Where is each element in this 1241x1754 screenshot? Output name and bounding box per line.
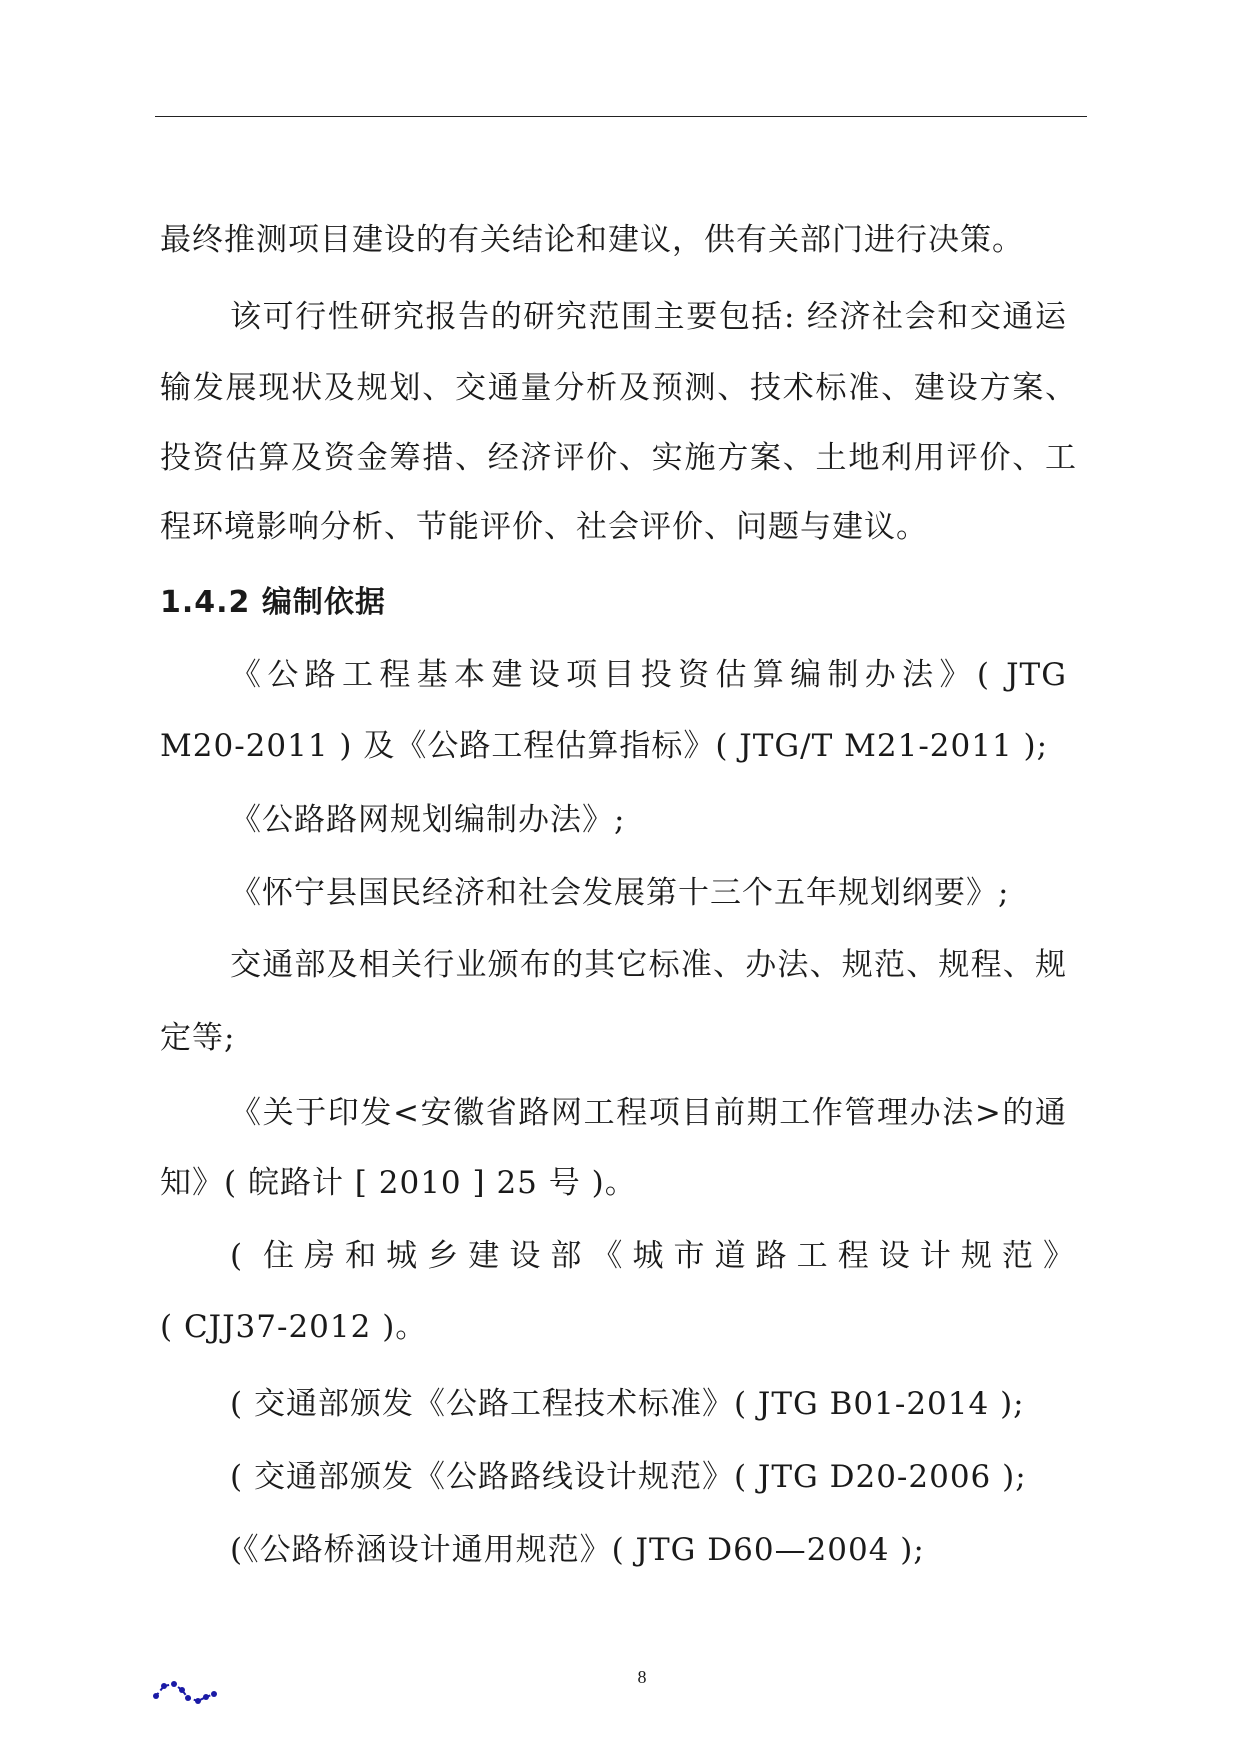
- body-line: 知》( 皖路计 [ 2010 ] 25 号 )。: [160, 1165, 637, 1201]
- body-line: M20-2011 ) 及《公路工程估算指标》( JTG/T M21-2011 );: [160, 728, 1049, 764]
- body-line: ( CJJ37-2012 )。: [160, 1309, 428, 1345]
- body-line: ( 交通部颁发《公路路线设计规范》( JTG D20-2006 );: [230, 1459, 1027, 1495]
- body-line: ( 住房和城乡建设部《城市道路工程设计规范》: [230, 1238, 1075, 1274]
- footer-wave-logo-icon: [150, 1670, 230, 1710]
- body-line: 《公路工程基本建设项目投资估算编制办法》( JTG: [230, 657, 1067, 693]
- body-line: 交通部及相关行业颁布的其它标准、办法、规范、规程、规: [230, 947, 1067, 983]
- header-rule: [155, 116, 1087, 117]
- body-line: 定等;: [160, 1020, 236, 1056]
- body-line: ( 交通部颁发《公路工程技术标准》( JTG B01-2014 );: [230, 1386, 1025, 1422]
- body-line: 输发展现状及规划、交通量分析及预测、技术标准、建设方案、: [160, 370, 1077, 406]
- page-number: 8: [637, 1667, 647, 1687]
- body-line: 最终推测项目建设的有关结论和建议，供有关部门进行决策。: [160, 222, 1024, 258]
- body-line: 《公路路网规划编制办法》;: [230, 802, 626, 838]
- body-line: 《怀宁县国民经济和社会发展第十三个五年规划纲要》;: [230, 875, 1010, 911]
- body-line: 该可行性研究报告的研究范围主要包括: 经济社会和交通运: [230, 299, 1067, 335]
- body-line: 投资估算及资金筹措、经济评价、实施方案、土地利用评价、工: [160, 440, 1077, 476]
- body-line: (《公路桥涵设计通用规范》( JTG D60—2004 );: [230, 1532, 925, 1568]
- body-line: 程环境影响分析、节能评价、社会评价、问题与建议。: [160, 509, 928, 545]
- body-line: 《关于印发<安徽省路网工程项目前期工作管理办法>的通: [230, 1095, 1067, 1131]
- section-heading: 1.4.2 编制依据: [160, 585, 386, 620]
